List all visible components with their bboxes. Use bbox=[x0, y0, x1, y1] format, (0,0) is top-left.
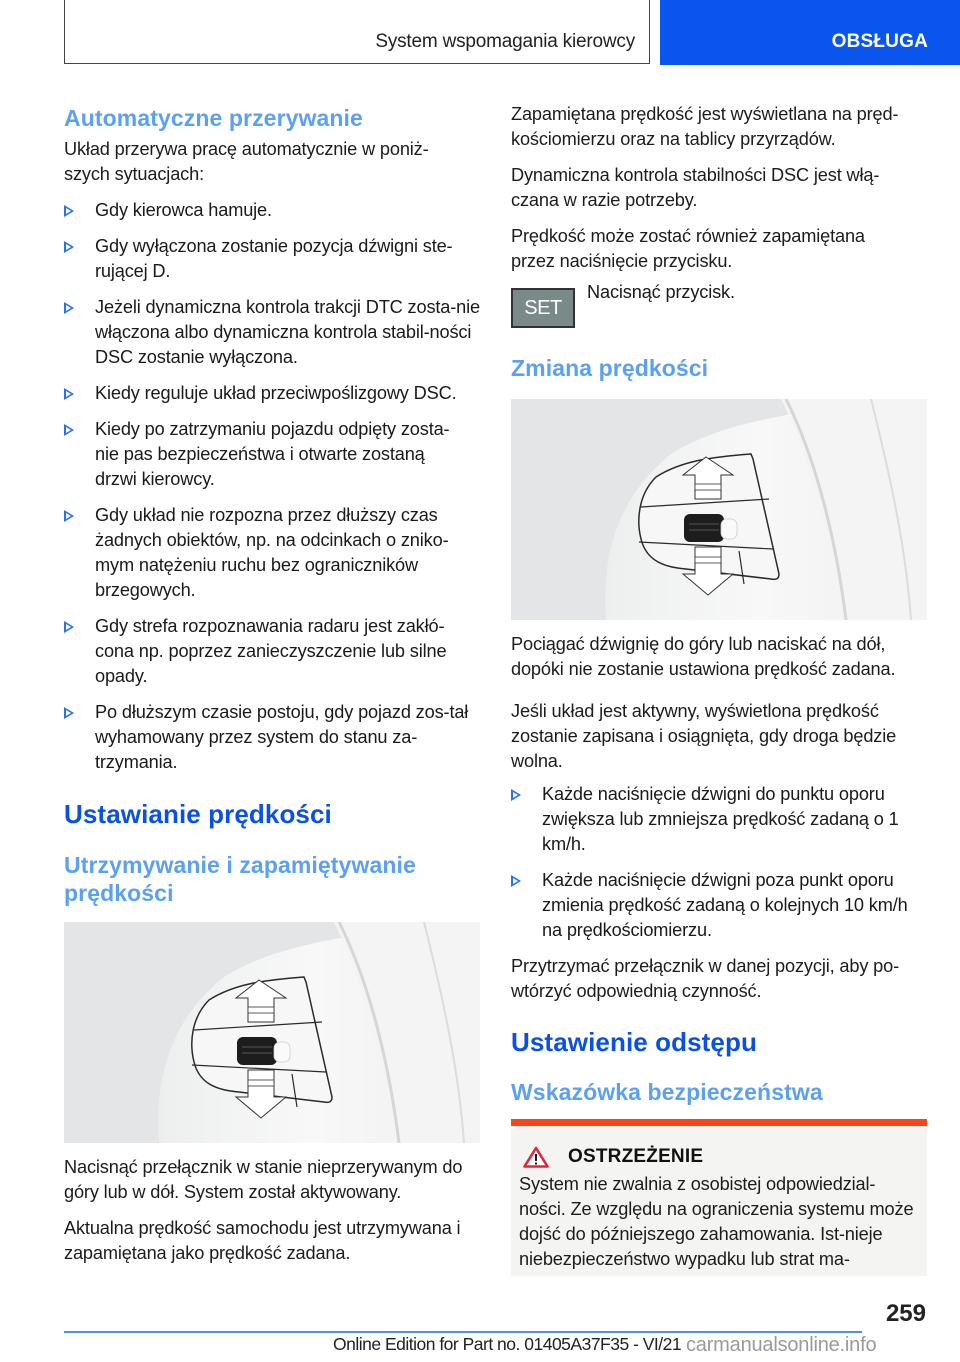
list-item: Gdy strefa rozpoznawania radaru jest zakłó-cona np. poprzez zanieczyszczenie lub silne opady. bbox=[64, 614, 469, 689]
heading-auto-interrupt: Automatyczne przerywanie bbox=[64, 105, 363, 131]
subheading-safety-note: Wskazówka bezpieczeństwa bbox=[511, 1079, 823, 1105]
triangle-bullet-icon bbox=[511, 789, 521, 801]
warning-triangle-icon bbox=[523, 1146, 549, 1168]
auto-interrupt-list bbox=[64, 198, 484, 775]
set-button-row bbox=[511, 280, 931, 328]
warning-text: System nie zwalnia z osobistej odpowiedzial-ności. Ze względu na ograniczenia systemu może dojść do późniejszego zahamowania. Ist-nieje niebezpieczeństwo wypadku lub strat ma- bbox=[519, 1174, 914, 1269]
triangle-bullet-icon bbox=[64, 388, 74, 400]
triangle-bullet-icon bbox=[64, 707, 74, 719]
footer-watermark: carmanualsonline.info bbox=[686, 1334, 877, 1356]
triangle-bullet-icon bbox=[64, 302, 74, 314]
warning-title: OSTRZEŻENIE bbox=[568, 1146, 704, 1167]
set-speed-para2: Aktualna prędkość samochodu jest utrzymywana i zapamiętana jako prędkość zadana. bbox=[64, 1218, 461, 1263]
heading-change-speed: Zmiana prędkości bbox=[511, 355, 709, 381]
triangle-bullet-icon bbox=[511, 875, 521, 887]
warning-header bbox=[519, 1146, 919, 1168]
steering-wheel-switch-illustration bbox=[64, 922, 480, 1143]
triangle-bullet-icon bbox=[64, 241, 74, 253]
right-para1: Zapamiętana prędkość jest wyświetlana na pręd-kościomierzu oraz na tablicy przyrządów. bbox=[511, 104, 899, 149]
list-item: Gdy kierowca hamuje. bbox=[64, 198, 484, 223]
list-item: Kiedy po zatrzymaniu pojazdu odpięty zosta-nie pas bezpieczeństwa i otwarte zostaną drzwi kierowcy. bbox=[64, 417, 464, 492]
right-para2: Dynamiczna kontrola stabilności DSC jest włą-czana w razie potrzeby. bbox=[511, 165, 880, 210]
steering-wheel-switch-illustration bbox=[511, 399, 927, 620]
change-speed-para3: Przytrzymać przełącznik w danej pozycji, aby po-wtórzyć odpowiednią czynność. bbox=[511, 956, 900, 1001]
change-speed-para2: Jeśli układ jest aktywny, wyświetlona prędkość zostanie zapisana i osiągnięta, gdy droga będzie wolna. bbox=[511, 701, 897, 771]
heading-distance: Ustawienie odstępu bbox=[511, 1027, 757, 1057]
change-speed-list bbox=[511, 782, 931, 943]
right-column bbox=[511, 100, 931, 1276]
right-para3: Prędkość może zostać również zapamiętana przez naciśnięcie przycisku. bbox=[511, 226, 865, 271]
list-item: Każde naciśnięcie dźwigni poza punkt oporu zmienia prędkość zadaną o kolejnych 10 km/h na prędkościomierzu. bbox=[511, 868, 921, 943]
chapter-tab-label: OBSŁUGA bbox=[831, 31, 928, 52]
list-item: Po dłuższym czasie postoju, gdy pojazd zos-tał wyhamowany przez system do stanu za-trzymania. bbox=[64, 700, 469, 775]
list-item: Każde naciśnięcie dźwigni do punktu oporu zwiększa lub zmniejsza prędkość zadaną o 1 km/h. bbox=[511, 782, 911, 857]
triangle-bullet-icon bbox=[64, 424, 74, 436]
footer-edition: Online Edition for Part no. 01405A37F35 - VI/21 bbox=[333, 1334, 682, 1354]
chapter-tab bbox=[660, 0, 960, 65]
list-item: Jeżeli dynamiczna kontrola trakcji DTC zosta-nie włączona albo dynamiczna kontrola stabil-ności DSC zostanie wyłączona. bbox=[64, 295, 484, 370]
footer-divider bbox=[64, 1331, 862, 1333]
section-title: System wspomagania kierowcy bbox=[375, 31, 635, 52]
header-section-box bbox=[64, 0, 650, 64]
list-item: Gdy układ nie rozpozna przez dłuższy czas żadnych obiektów, np. na odcinkach o zniko-mym natężeniu ruchu bez ograniczników brzegowych. bbox=[64, 503, 474, 603]
left-column bbox=[64, 100, 484, 1266]
change-speed-para1: Pociągać dźwignię do góry lub naciskać na dół, dopóki nie zostanie ustawiona prędkość zadana. bbox=[511, 634, 896, 679]
triangle-bullet-icon bbox=[64, 510, 74, 522]
auto-interrupt-intro: Układ przerywa pracę automatycznie w poniż-szych sytuacjach: bbox=[64, 139, 429, 184]
subheading-hold-store-speed: Utrzymywanie i zapamiętywanie prędkości bbox=[64, 852, 416, 906]
warning-box bbox=[511, 1119, 927, 1276]
list-item: Kiedy reguluje układ przeciwpoślizgowy DSC. bbox=[64, 381, 489, 406]
triangle-bullet-icon bbox=[64, 621, 74, 633]
triangle-bullet-icon bbox=[64, 205, 74, 217]
page-number: 259 bbox=[885, 1300, 926, 1327]
set-speed-para1: Nacisnąć przełącznik w stanie nieprzerywanym do góry lub w dół. System został aktywowany. bbox=[64, 1157, 463, 1202]
list-item: Gdy wyłączona zostanie pozycja dźwigni ste-rującej D. bbox=[64, 234, 464, 284]
steering-wheel-figure bbox=[64, 922, 480, 1143]
steering-wheel-figure-2 bbox=[511, 399, 927, 620]
set-button-instruction: Nacisnąć przycisk. bbox=[587, 282, 735, 302]
set-button-icon: SET bbox=[511, 288, 575, 328]
heading-set-speed: Ustawianie prędkości bbox=[64, 799, 332, 829]
